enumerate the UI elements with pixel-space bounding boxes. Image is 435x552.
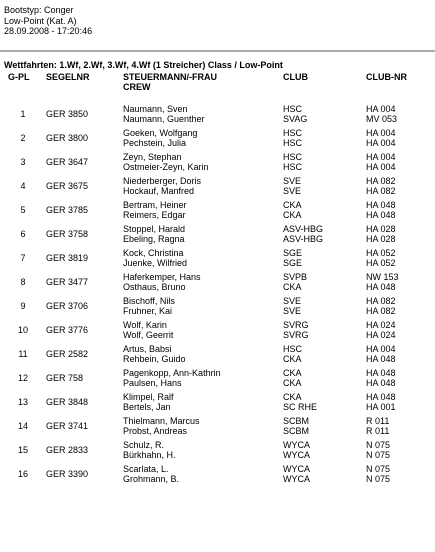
sail-number-cell: GER 3848 <box>46 397 89 407</box>
table-row <box>0 152 435 176</box>
crew-club-cell: SVRG <box>283 330 309 340</box>
column-header-crew-label: CREW <box>123 82 151 92</box>
column-header-club: CLUB <box>283 72 308 82</box>
sail-number-cell: GER 3390 <box>46 469 89 479</box>
table-row <box>0 272 435 296</box>
crew-club-nr-cell: HA 048 <box>366 354 396 364</box>
place-cell: 13 <box>18 397 29 407</box>
sail-number-cell: GER 3776 <box>46 325 89 335</box>
sail-number-cell: GER 3477 <box>46 277 89 287</box>
place-cell: 3 <box>20 157 26 167</box>
helm-name-cell: Wolf, Karin <box>123 320 167 330</box>
helm-club-nr-cell: HA 004 <box>366 344 396 354</box>
place-cell: 8 <box>20 277 26 287</box>
column-header-club-nr: CLUB-NR <box>366 72 407 82</box>
table-row <box>0 344 435 368</box>
helm-name-cell: Klimpel, Ralf <box>123 392 174 402</box>
crew-club-cell: HSC <box>283 162 303 172</box>
crew-club-cell: CKA <box>283 354 302 364</box>
helm-club-cell: ASV-HBG <box>283 224 324 234</box>
crew-name-cell: Probst, Andreas <box>123 426 188 436</box>
crew-name-cell: Ostmeier-Zeyn, Karin <box>123 162 209 172</box>
crew-club-cell: CKA <box>283 282 302 292</box>
crew-club-cell: SVE <box>283 186 302 196</box>
crew-name-cell: Ebeling, Ragna <box>123 234 185 244</box>
helm-club-cell: HSC <box>283 152 303 162</box>
sail-number-cell: GER 3758 <box>46 229 89 239</box>
crew-club-nr-cell: MV 053 <box>366 114 398 124</box>
crew-name-cell: Rehbein, Guido <box>123 354 186 364</box>
sail-number-cell: GER 3675 <box>46 181 89 191</box>
crew-club-cell: SCBM <box>283 426 310 436</box>
helm-club-cell: SCBM <box>283 416 310 426</box>
place-cell: 9 <box>20 301 26 311</box>
helm-club-cell: SGE <box>283 248 303 258</box>
helm-name-cell: Haferkemper, Hans <box>123 272 201 282</box>
helm-name-cell: Thielmann, Marcus <box>123 416 200 426</box>
helm-club-cell: HSC <box>283 344 303 354</box>
races-heading: Wettfahrten: 1.Wf, 2.Wf, 3.Wf, 4.Wf (1 Streicher) Class / Low-Point <box>4 60 283 70</box>
crew-club-nr-cell: HA 048 <box>366 378 396 388</box>
helm-name-cell: Zeyn, Stephan <box>123 152 182 162</box>
column-header-crew <box>123 72 217 92</box>
helm-name-cell: Scarlata, L. <box>123 464 169 474</box>
crew-club-nr-cell: N 075 <box>366 474 391 484</box>
table-row <box>0 104 435 128</box>
sail-number-cell: GER 2833 <box>46 445 89 455</box>
crew-club-cell: SVAG <box>283 114 308 124</box>
helm-name-cell: Pagenkopp, Ann-Kathrin <box>123 368 221 378</box>
helm-club-nr-cell: N 075 <box>366 440 391 450</box>
helm-name-cell: Schulz, R. <box>123 440 165 450</box>
crew-name-cell: Fruhner, Kai <box>123 306 173 316</box>
helm-name-cell: Bischoff, Nils <box>123 296 175 306</box>
crew-club-cell: CKA <box>283 210 302 220</box>
crew-club-cell: WYCA <box>283 474 310 484</box>
place-cell: 15 <box>18 445 29 455</box>
helm-club-nr-cell: HA 082 <box>366 296 396 306</box>
crew-club-cell: ASV-HBG <box>283 234 324 244</box>
helm-club-cell: CKA <box>283 368 302 378</box>
crew-club-cell: HSC <box>283 138 303 148</box>
crew-club-nr-cell: R 011 <box>366 426 390 436</box>
column-header-place: G-PL <box>8 72 30 82</box>
crew-club-nr-cell: HA 001 <box>366 402 396 412</box>
crew-club-cell: SC RHE <box>283 402 318 412</box>
helm-club-cell: SVE <box>283 176 302 186</box>
table-row <box>0 368 435 392</box>
crew-name-cell: Hockauf, Manfred <box>123 186 195 196</box>
crew-club-nr-cell: HA 004 <box>366 162 396 172</box>
crew-name-cell: Osthaus, Bruno <box>123 282 186 292</box>
crew-name-cell: Grohmann, B. <box>123 474 180 484</box>
helm-name-cell: Kock, Christina <box>123 248 184 258</box>
crew-name-cell: Bertels, Jan <box>123 402 171 412</box>
crew-name-cell: Juenke, Wilfried <box>123 258 188 268</box>
sail-number-cell: GER 758 <box>46 373 84 383</box>
place-cell: 14 <box>18 421 29 431</box>
crew-club-nr-cell: N 075 <box>366 450 391 460</box>
helm-club-cell: WYCA <box>283 440 310 450</box>
place-cell: 12 <box>18 373 29 383</box>
helm-name-cell: Niederberger, Doris <box>123 176 202 186</box>
place-cell: 6 <box>20 229 26 239</box>
crew-name-cell: Wolf, Geerrit <box>123 330 174 340</box>
place-cell: 1 <box>20 109 26 119</box>
crew-club-cell: SVE <box>283 306 302 316</box>
helm-club-nr-cell: HA 004 <box>366 128 396 138</box>
timestamp: 28.09.2008 - 17:20:46 <box>4 26 93 36</box>
helm-club-nr-cell: HA 024 <box>366 320 396 330</box>
helm-name-cell: Bertram, Heiner <box>123 200 187 210</box>
crew-club-nr-cell: HA 028 <box>366 234 396 244</box>
column-header-sail: SEGELNR <box>46 72 90 82</box>
sail-number-cell: GER 3800 <box>46 133 89 143</box>
helm-club-nr-cell: R 011 <box>366 416 390 426</box>
place-cell: 2 <box>20 133 26 143</box>
sail-number-cell: GER 3741 <box>46 421 89 431</box>
scoring-system: Low-Point (Kat. A) <box>4 15 77 26</box>
helm-club-nr-cell: N 075 <box>366 464 391 474</box>
helm-name-cell: Goeken, Wolfgang <box>123 128 198 138</box>
table-row <box>0 200 435 224</box>
helm-club-cell: CKA <box>283 392 302 402</box>
crew-club-nr-cell: HA 024 <box>366 330 396 340</box>
crew-name-cell: Reimers, Edgar <box>123 210 186 220</box>
place-cell: 4 <box>20 181 26 191</box>
crew-club-nr-cell: HA 082 <box>366 306 396 316</box>
table-row <box>0 224 435 248</box>
helm-club-cell: CKA <box>283 200 302 210</box>
crew-name-cell: Naumann, Guenther <box>123 114 205 124</box>
crew-name-cell: Paulsen, Hans <box>123 378 182 388</box>
helm-club-cell: HSC <box>283 104 303 114</box>
place-cell: 7 <box>20 253 26 263</box>
sail-number-cell: GER 3647 <box>46 157 89 167</box>
helm-club-nr-cell: HA 048 <box>366 200 396 210</box>
helm-club-cell: WYCA <box>283 464 310 474</box>
helm-club-cell: SVPB <box>283 272 308 282</box>
sail-number-cell: GER 2582 <box>46 349 89 359</box>
document-meta <box>4 5 92 37</box>
place-cell: 5 <box>20 205 26 215</box>
place-cell: 16 <box>18 469 29 479</box>
place-cell: 10 <box>18 325 29 335</box>
crew-club-cell: WYCA <box>283 450 310 460</box>
sail-number-cell: GER 3785 <box>46 205 89 215</box>
helm-club-nr-cell: HA 082 <box>366 176 396 186</box>
table-row <box>0 464 435 488</box>
table-row <box>0 296 435 320</box>
helm-club-nr-cell: HA 004 <box>366 104 396 114</box>
crew-name-cell: Bürkhahn, H. <box>123 450 176 460</box>
helm-club-cell: SVE <box>283 296 302 306</box>
crew-club-nr-cell: HA 048 <box>366 210 396 220</box>
table-row <box>0 176 435 200</box>
crew-club-cell: CKA <box>283 378 302 388</box>
results-table <box>0 104 435 488</box>
header-divider <box>0 50 435 52</box>
boat-type: Bootstyp: Conger <box>4 5 74 15</box>
table-row <box>0 128 435 152</box>
helm-club-nr-cell: HA 048 <box>366 368 396 378</box>
crew-club-nr-cell: HA 082 <box>366 186 396 196</box>
helm-club-cell: HSC <box>283 128 303 138</box>
table-row <box>0 416 435 440</box>
sail-number-cell: GER 3706 <box>46 301 89 311</box>
helm-name-cell: Naumann, Sven <box>123 104 188 114</box>
helm-club-nr-cell: NW 153 <box>366 272 399 282</box>
helm-club-nr-cell: HA 028 <box>366 224 396 234</box>
table-row <box>0 440 435 464</box>
place-cell: 11 <box>18 349 28 359</box>
helm-club-nr-cell: HA 052 <box>366 248 396 258</box>
table-row <box>0 392 435 416</box>
helm-name-cell: Artus, Babsi <box>123 344 172 354</box>
sail-number-cell: GER 3850 <box>46 109 89 119</box>
crew-name-cell: Pechstein, Julia <box>123 138 187 148</box>
crew-club-nr-cell: HA 052 <box>366 258 396 268</box>
sail-number-cell: GER 3819 <box>46 253 89 263</box>
helm-club-nr-cell: HA 048 <box>366 392 396 402</box>
table-row <box>0 248 435 272</box>
crew-club-nr-cell: HA 048 <box>366 282 396 292</box>
helm-name-cell: Stoppel, Harald <box>123 224 186 234</box>
helm-club-nr-cell: HA 004 <box>366 152 396 162</box>
crew-club-nr-cell: HA 004 <box>366 138 396 148</box>
helm-club-cell: SVRG <box>283 320 309 330</box>
column-header-helm-label: STEUERMANN/-FRAU <box>123 72 217 82</box>
crew-club-cell: SGE <box>283 258 303 268</box>
table-row <box>0 320 435 344</box>
